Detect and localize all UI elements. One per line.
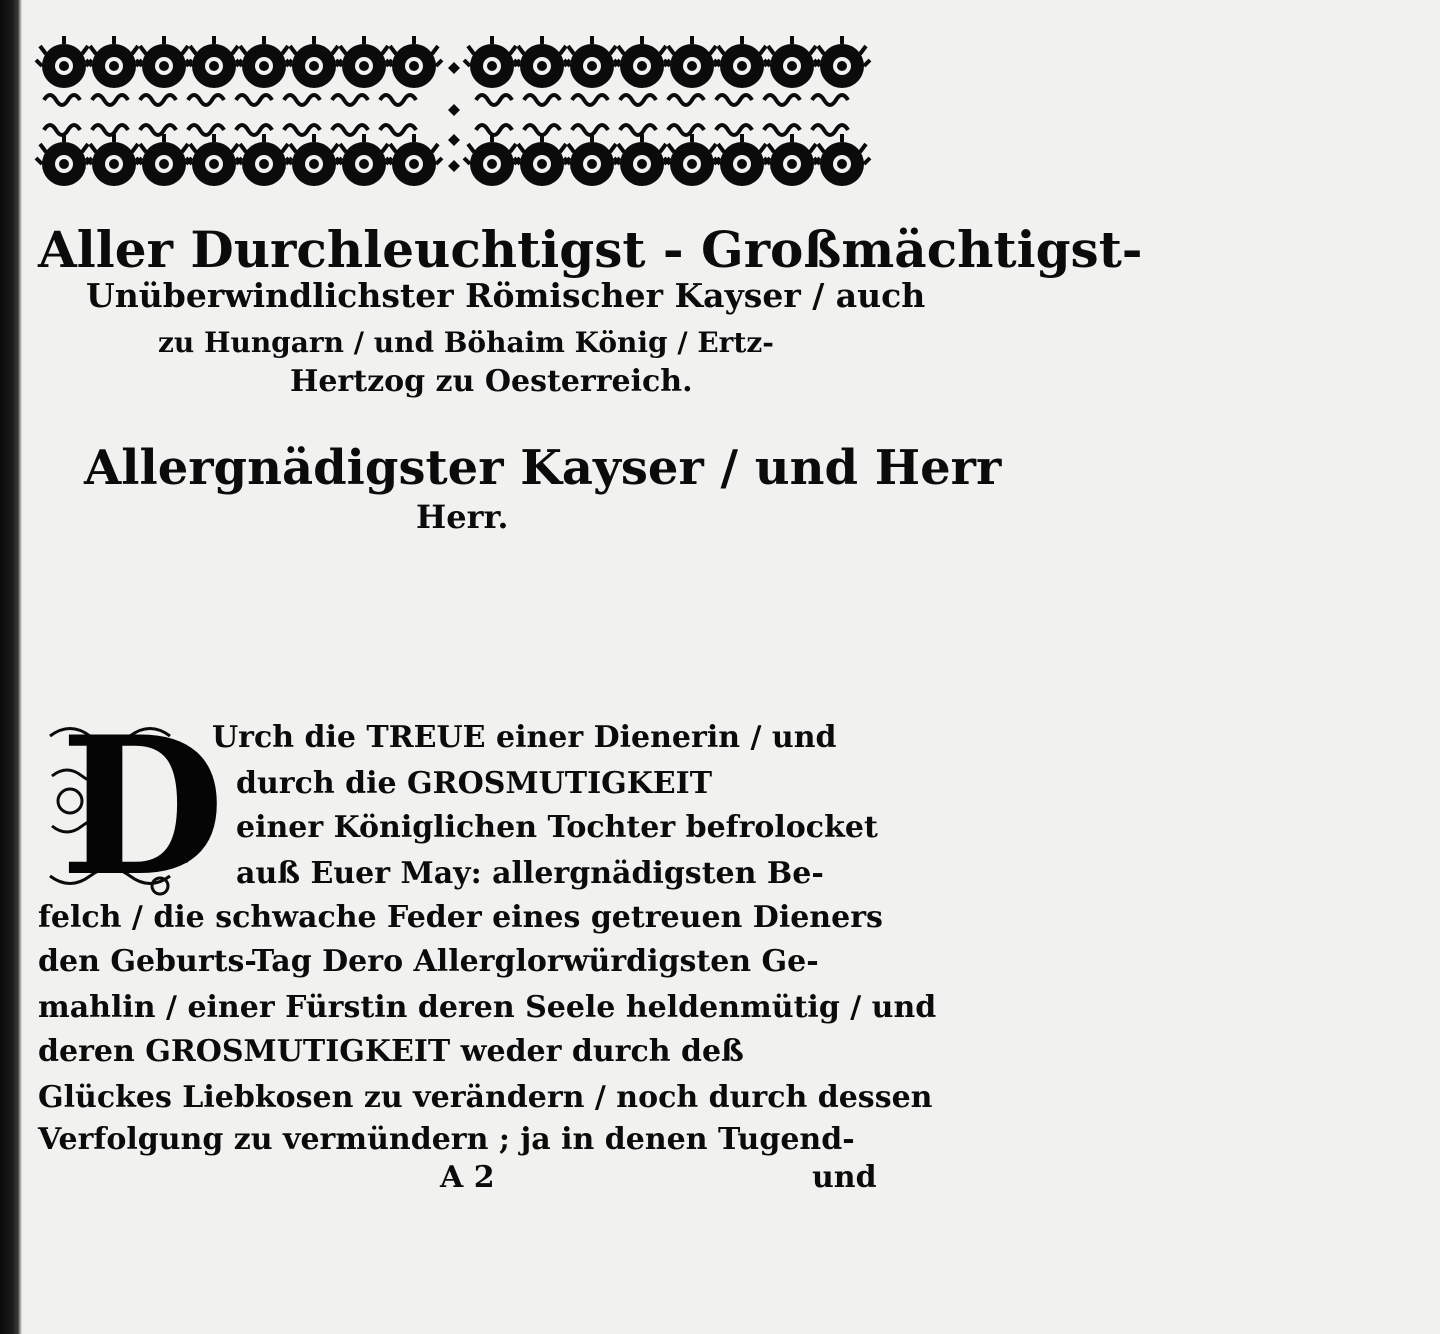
salutation: Allergnädigster Kayser / und Herr [84, 440, 1002, 496]
body-line: den Geburts-Tag Dero Allerglorwürdigsten Ge- [38, 944, 819, 979]
decorated-initial-ornament [40, 695, 225, 918]
floral-headpiece-ornament [36, 40, 872, 190]
signature-mark: A 2 [440, 1160, 495, 1195]
body-line: Verfolgung zu vermündern ; ja in denen Tugend- [38, 1122, 855, 1157]
title-line-4: Hertzog zu Oesterreich. [290, 364, 693, 399]
body-line: mahlin / einer Fürstin deren Seele heldenmütig / und [38, 990, 937, 1025]
body-line: einer Königlichen Tochter befrolocket [236, 810, 878, 845]
body-line: durch die GROSMUTIGKEIT [236, 766, 713, 801]
body-line: Glückes Liebkosen zu verändern / noch durch dessen [38, 1080, 933, 1115]
catchword: und [812, 1160, 877, 1195]
body-line: felch / die schwache Feder eines getreuen Dieners [38, 900, 883, 935]
body-line: Urch die TREUE einer Dienerin / und [212, 720, 837, 755]
title-line-1: Aller Durchleuchtigst - Großmächtigst- [38, 220, 1143, 279]
title-line-3: zu Hungarn / und Böhaim König / Ertz- [158, 326, 774, 359]
body-line: deren GROSMUTIGKEIT weder durch deß [38, 1034, 744, 1069]
body-line: auß Euer May: allergnädigsten Be- [236, 856, 824, 891]
title-line-2: Unüberwindlichster Römischer Kayser / auch [86, 276, 926, 315]
page-edge-shadow [0, 0, 22, 1334]
drop-cap-letter: D [60, 695, 225, 918]
salutation-continued: Herr. [416, 498, 509, 536]
